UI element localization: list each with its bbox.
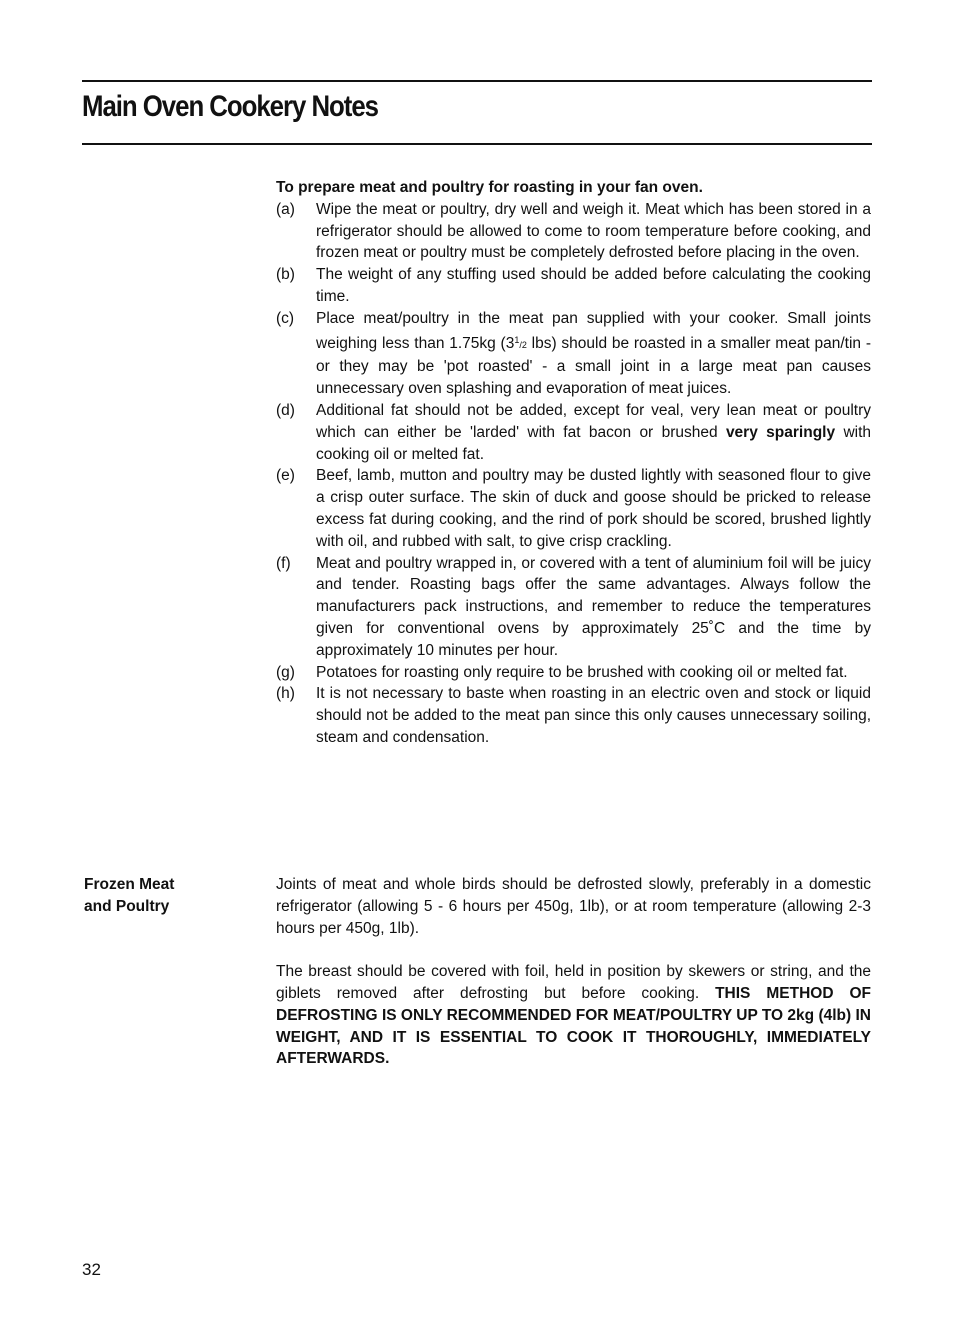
item-label: (h) bbox=[276, 685, 295, 703]
frozen-section-label bbox=[84, 874, 264, 918]
item-label: (b) bbox=[276, 266, 295, 284]
list-item bbox=[276, 662, 871, 684]
item-label: (c) bbox=[276, 309, 295, 327]
frozen-paragraph: Joints of meat and whole birds should be defrosted slowly, preferably in a domestic refrigerator (allowing 5 - 6 hours per 450g, 1lb), or at room temperature (allowing 2-3 hours per 450g, 1lb). bbox=[276, 876, 871, 937]
item-text-part: Place meat/poultry in the meat pan supplied with your cooker. Small joints weighing less than 1.75kg (3 bbox=[316, 309, 871, 352]
item-text: The weight of any stuffing used should be added before calculating the cooking time. bbox=[316, 266, 871, 305]
list-item bbox=[276, 199, 871, 264]
item-text-part: lbs) should be roasted in a smaller meat pan/tin - or they may be 'pot roasted' - a small joint in a large meat pan causes unnecessary oven splashing and evaporation of meat juices. bbox=[316, 334, 871, 398]
section-heading: To prepare meat and poultry for roasting in your fan oven. bbox=[276, 179, 703, 196]
frozen-paragraph bbox=[276, 961, 871, 1070]
item-label: (f) bbox=[276, 554, 291, 572]
item-text: Potatoes for roasting only require to be brushed with cooking oil or melted fat. bbox=[316, 663, 848, 681]
emphasis-text: very sparingly bbox=[725, 423, 836, 441]
bottom-rule bbox=[82, 143, 872, 145]
item-label: (g) bbox=[276, 663, 295, 681]
list-item bbox=[276, 308, 871, 400]
frozen-warning: THIS METHOD OF DEFROSTING IS ONLY RECOMMENDED FOR MEAT/POULTRY UP TO 2kg (4lb) IN WEIGHT, AND IT IS ESSENTIAL TO COOK IT THOROUGHLY, IMMEDIATELY AFTERWARDS. bbox=[276, 984, 871, 1068]
item-text bbox=[316, 308, 871, 400]
frozen-section bbox=[276, 874, 871, 1070]
item-text bbox=[316, 400, 871, 465]
fraction: 1/2 bbox=[514, 334, 527, 350]
item-label: (e) bbox=[276, 467, 295, 485]
frozen-label-line: and Poultry bbox=[84, 897, 170, 915]
list-item bbox=[276, 264, 871, 308]
fraction-numerator: 1 bbox=[514, 334, 520, 345]
item-text: Wipe the meat or poultry, dry well and weigh it. Meat which has been stored in a refrigerator should be allowed to come to room temperature before cooking, and frozen meat or poultry must be completely defrosted before placing in the oven. bbox=[316, 200, 871, 262]
list-item bbox=[276, 683, 871, 748]
frozen-label-line: Frozen Meat bbox=[84, 876, 175, 893]
item-text: Beef, lamb, mutton and poultry may be dusted lightly with seasoned flour to give a crisp outer surface. The skin of duck and goose should be pricked to release excess fat during cooking, and the rind of pork should be scored, brushed lightly with oil, and rubbed with salt, to give crisp crackling. bbox=[316, 467, 871, 550]
list-item bbox=[276, 553, 871, 662]
item-label: (d) bbox=[276, 401, 295, 419]
list-item bbox=[276, 400, 871, 465]
fraction-denominator: 2 bbox=[521, 339, 527, 350]
roasting-section bbox=[276, 177, 871, 749]
page-title: Main Oven Cookery Notes bbox=[82, 90, 378, 123]
item-text: It is not necessary to baste when roasting in an electric oven and stock or liquid should not be added to the meat pan since this only causes unnecessary soiling, steam and condensation. bbox=[316, 685, 871, 746]
top-rule bbox=[82, 80, 872, 82]
item-text: Meat and poultry wrapped in, or covered with a tent of aluminium foil will be juicy and tender. Roasting bags offer the same advantages. Always follow the manufacturers pack instructions, and remember to reduce the temperatures given for conventional ovens by approximately 25˚C and the time by approximately 10 minutes per hour. bbox=[316, 554, 871, 659]
item-text-part: Additional fat should not be added, except for veal, very lean meat or poultry which can either be 'larded' with fat bacon or brushed bbox=[316, 401, 871, 441]
item-text-part: with cooking oil or melted fat. bbox=[316, 423, 872, 463]
page-number: 32 bbox=[82, 1260, 101, 1279]
item-label: (a) bbox=[276, 200, 295, 218]
list-item bbox=[276, 465, 871, 552]
frozen-paragraph-text: The breast should be covered with foil, held in position by skewers or string, and the giblets removed after defrosting but before cooking. bbox=[276, 963, 871, 1002]
